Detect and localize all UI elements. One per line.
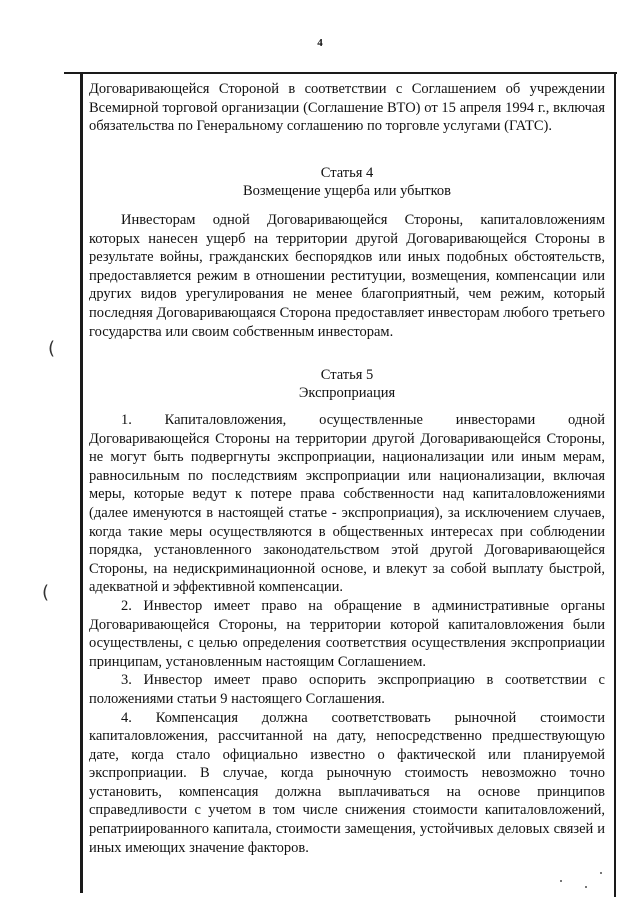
scan-speck xyxy=(600,872,602,874)
margin-bracket-mark: ( xyxy=(42,582,50,603)
article-5-paragraph-1: 1. Капиталовложения, осуществленные инвесторами одной Договаривающейся Стороны на территории другой Договаривающейся Стороны, не могут быть подвергнуты экспроприации, национализации или иным мерам, равносильным по последствиям экспроприации или национализации, включая меры, которые ведут к потере права собственности над капиталовложениями (далее именуются в настоящей статье - экспроприация), за исключением случаев, когда такие меры осуществляются в общественных интересах при соблюдении порядка, установленного законодательством этой другой Договаривающейся Стороны, на недискриминационной основе, и влекут за собой выплату быстрой, адекватной и эффективной компенсации. xyxy=(89,412,605,596)
intro-paragraph-text: Договаривающейся Стороной в соответствии с Соглашением об учреждении Всемирной торговой организации (Соглашение ВТО) от 15 апреля 1994 г., включая обязательства по Генеральному соглашению по торговле услугами (ГАТС). xyxy=(89,81,605,135)
article-4-body xyxy=(89,211,605,341)
article-5-paragraph-3: 3. Инвестор имеет право оспорить экспроприацию в соответствии с положениями статьи 9 настоящего Соглашения. xyxy=(89,672,605,707)
page-frame-top-border xyxy=(64,72,617,74)
article-4-number: Статья 4 xyxy=(320,165,374,181)
page-frame-right-border xyxy=(614,72,616,897)
intro-paragraph xyxy=(89,80,605,136)
scan-speck xyxy=(560,880,562,882)
article-5-title: Экспроприация xyxy=(298,385,396,401)
margin-bracket-mark: ( xyxy=(48,338,56,359)
scan-speck xyxy=(585,886,587,888)
article-5-number: Статья 5 xyxy=(320,367,374,383)
article-5-paragraph-2: 2. Инвестор имеет право на обращение в административные органы Договаривающейся Стороны, на территории которой капиталовложения были осуществлены, с целью определения соответствия осуществления экспроприации принципам, установленным настоящим Соглашением. xyxy=(89,597,605,670)
article-5-paragraph-4: 4. Компенсация должна соответствовать рыночной стоимости капиталовложения, рассчитанной на дату, непосредственно предшествующую дате, когда стало официально известно о фактической или планируемой экспроприации. В случае, когда рыночную стоимость невозможно точно установить, компенсация должна выплачиваться на основе принципов справедливости с учетом в том числе снижения стоимости капиталовложений, репатриированного капитала, стоимости замещения, устойчивых деловых связей и иных имеющих значение факторов. xyxy=(89,709,605,856)
page-frame-left-border xyxy=(80,73,83,893)
article-5-body xyxy=(89,411,605,857)
page-number: 4 xyxy=(317,37,323,49)
article-4-title: Возмещение ущерба или убытков xyxy=(242,183,452,199)
article-4-paragraph: Инвесторам одной Договаривающейся Стороны, капиталовложениям которых нанесен ущерб на территории другой Договаривающейся Стороны в результате войны, гражданских беспорядков или иных подобных обстоятельств, предоставляется режим в отношении реституции, возмещения, компенсации или других видов урегулирования не менее благоприятный, чем режим, который последняя Договаривающаяся Сторона предоставляет инвесторам любого третьего государства или своим собственным инвесторам. xyxy=(89,212,605,340)
